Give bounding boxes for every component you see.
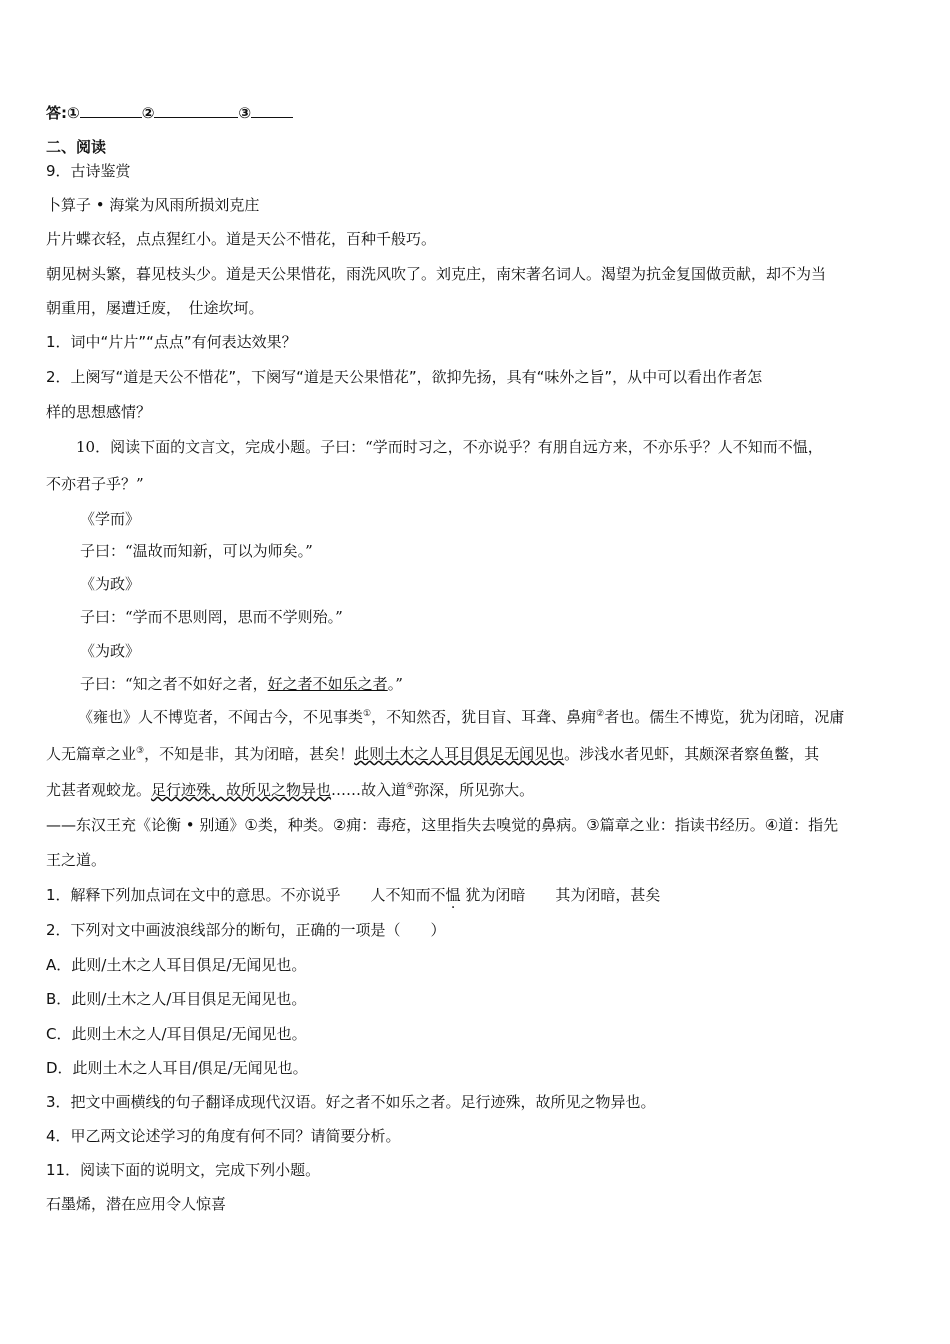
q9-sub-2b: 样的思想感情？ xyxy=(46,403,152,421)
poem-line-2: 朝见树头繁，暮见枝头少。道是天公果惜花，雨洗风吹了。刘克庄，南宋著名词人。渴望为抗金复国做贡献，却不为当 xyxy=(46,265,827,283)
answer-blank-1[interactable] xyxy=(80,103,142,118)
wavy-underlined-sentence: 此则土木之人耳目俱足无闻见也 xyxy=(354,745,565,763)
q11-title: 石墨烯，潜在应用令人惊喜 xyxy=(46,1195,227,1213)
notes-line-2: 王之道。 xyxy=(46,851,107,869)
passage-3b: ……故入道 xyxy=(331,781,407,799)
source-label-1: 《学而》 xyxy=(80,510,141,528)
poem-line-1: 片片蝶衣轻，点点猩红小。道是天公不惜花，百种千般巧。 xyxy=(46,230,437,248)
passage-3a: 尤甚者观蛟龙。 xyxy=(46,781,152,799)
answer-blank-2[interactable] xyxy=(154,103,238,118)
q10-sub-3: 3．把文中画横线的句子翻译成现代汉语。好之者不如乐之者。足行迹殊，故所见之物异也。 xyxy=(46,1093,656,1111)
passage-1c: 者也。儒生不博览，犹为闭暗，况庸 xyxy=(604,708,845,726)
q10-sub-4: 4．甲乙两文论述学习的角度有何不同？请简要分析。 xyxy=(46,1127,401,1145)
answer-marker-3: ③ xyxy=(238,104,252,122)
option-a[interactable]: A．此则/土木之人耳目俱足/无闻见也。 xyxy=(46,956,307,974)
source-label-2: 《为政》 xyxy=(80,575,141,593)
underlined-sentence: 足行迹殊，故所见之物异也 xyxy=(151,781,332,799)
q10-intro-b: 不亦君子乎？” xyxy=(46,475,144,493)
passage-3c: 弥深，所见弥大。 xyxy=(414,781,535,799)
q10-sub-2: 2．下列对文中画波浪线部分的断句，正确的一项是（ ） xyxy=(46,921,446,939)
answer-marker-2: ② xyxy=(141,104,155,122)
passage-1a: 《雍也》人不博览者，不闻古今，不见事类 xyxy=(78,708,364,726)
quote-4-pre: 子曰：“知之者不如好之者， xyxy=(80,675,268,693)
footnote-ref-3: ③ xyxy=(136,746,145,756)
dotted-word: 愠 xyxy=(445,886,461,904)
q9-sub-2a: 2．上阕写“道是天公不惜花”，下阕写“道是天公果惜花”，欲抑先扬，具有“味外之旨”，从中可以看出作者怎 xyxy=(46,368,763,386)
option-b[interactable]: B．此则/土木之人/耳目俱足无闻见也。 xyxy=(46,990,307,1008)
answer-label: 答:① xyxy=(46,104,80,122)
answer-blank-3[interactable] xyxy=(251,103,293,118)
q11-intro: 11．阅读下面的说明文，完成下列小题。 xyxy=(46,1161,321,1179)
quote-4 xyxy=(80,674,403,694)
notes-line-1: ——东汉王充《论衡 • 别通》①类，种类。②痈：毒疮，这里指失去嗅觉的鼻病。③篇章之业：指读书经历。④道：指先 xyxy=(46,816,839,834)
passage-line-3 xyxy=(46,780,534,800)
footnote-ref-2: ② xyxy=(596,709,605,719)
footnote-ref-4: ④ xyxy=(406,782,415,792)
q9-title: 9．古诗鉴赏 xyxy=(46,162,131,180)
passage-2a: 人无篇章之业 xyxy=(46,745,137,763)
q9-sub-1: 1．词中“片片”“点点”有何表达效果？ xyxy=(46,333,297,351)
answer-line xyxy=(46,103,293,123)
passage-2c: 。涉浅水者见虾，其颇深者察鱼鳖，其 xyxy=(564,745,820,763)
poem-title: 卜算子 • 海棠为风雨所损刘克庄 xyxy=(46,196,260,214)
q10-intro-a: 10．阅读下面的文言文，完成小题。子曰：“学而时习之，不亦说乎？有朋自远方来，不亦乐乎？人不知而不愠， xyxy=(76,438,823,456)
quote-4-underlined: 好之者不如乐之者 xyxy=(267,675,388,693)
section-heading: 二、阅读 xyxy=(46,138,107,156)
q10-sub-1 xyxy=(46,885,660,905)
q10-sub-1a: 1．解释下列加点词在文中的意思。不亦说乎 人不知而不 xyxy=(46,886,446,904)
quote-2: 子曰：“温故而知新，可以为师矣。” xyxy=(80,542,313,560)
passage-1b: ，不知然否，犹目盲、耳聋、鼻痈 xyxy=(371,708,597,726)
option-c[interactable]: C．此则土木之人/耳目俱足/无闻见也。 xyxy=(46,1025,307,1043)
passage-line-1 xyxy=(78,707,844,727)
q10-sub-1b: 犹为闭暗 其为闭暗，甚矣 xyxy=(460,886,661,904)
footnote-ref-1: ① xyxy=(363,709,372,719)
source-label-3: 《为政》 xyxy=(80,642,141,660)
poem-line-3: 朝重用，屡遭迁废， 仕途坎坷。 xyxy=(46,299,264,317)
quote-3: 子曰：“学而不思则罔，思而不学则殆。” xyxy=(80,608,343,626)
quote-4-post: 。” xyxy=(387,675,403,693)
passage-line-2 xyxy=(46,744,819,764)
option-d[interactable]: D．此则土木之人耳目/俱足/无闻见也。 xyxy=(46,1059,308,1077)
passage-2b: ，不知是非，其为闭暗，甚矣！ xyxy=(144,745,355,763)
